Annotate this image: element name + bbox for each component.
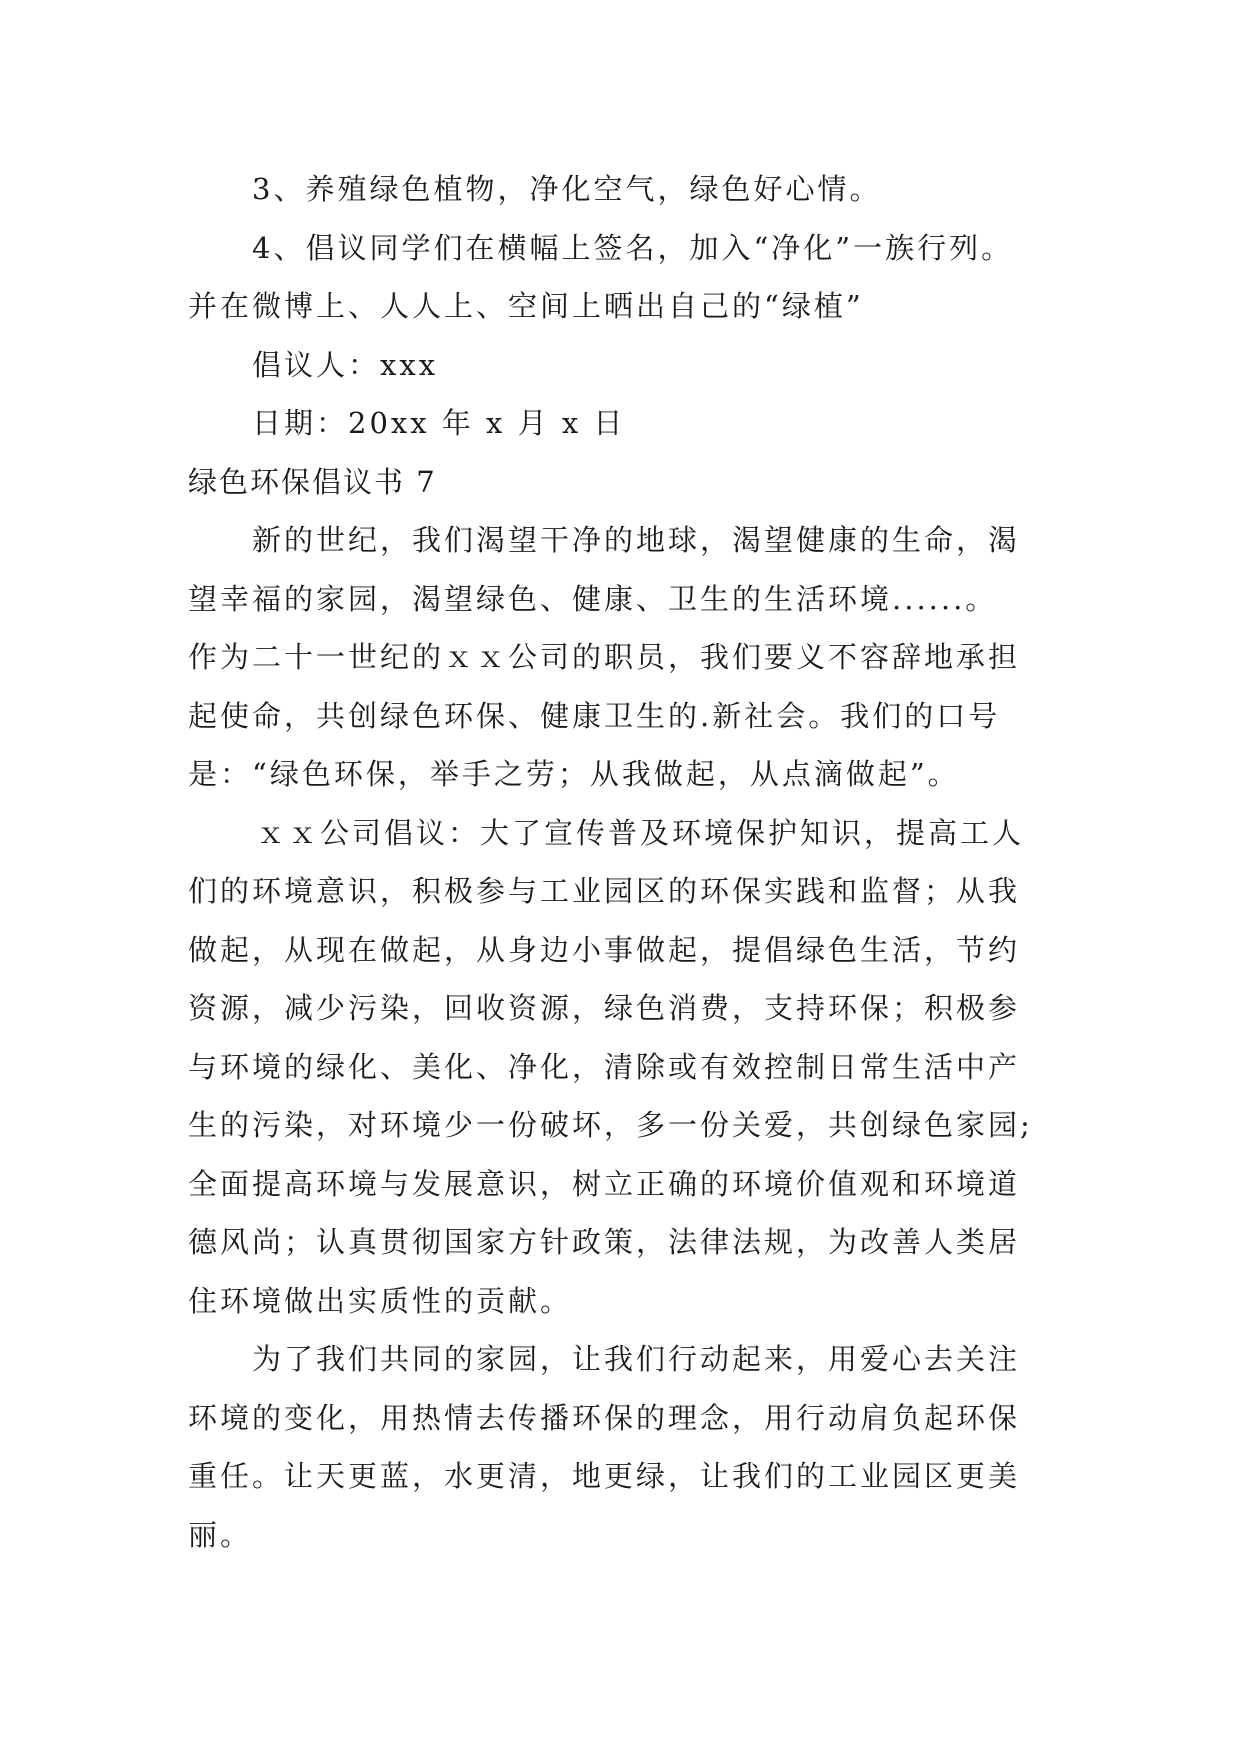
list-item-3: 3、养殖绿色植物，净化空气，绿色好心情。 (252, 172, 882, 206)
date-line: 日期：20xx 年 x 月 x 日 (252, 406, 626, 440)
paragraph-1-line-5: 是：“绿色环保，举手之劳；从我做起，从点滴做起”。 (188, 757, 960, 791)
paragraph-2-line-4: 资源，减少污染，回收资源，绿色消费，支持环保；积极参 (188, 991, 1021, 1025)
list-item-4-continuation: 并在微博上、人人上、空间上晒出自己的“绿植” (188, 289, 864, 323)
paragraph-2-line-9: 住环境做出实质性的贡献。 (188, 1283, 573, 1318)
paragraph-2-line-7: 全面提高环境与发展意识，树立正确的环境价值观和环境道 (188, 1166, 1021, 1201)
paragraph-2-line-5: 与环境的绿化、美化、净化，清除或有效控制日常生活中产 (188, 1049, 1021, 1084)
proposer-line: 倡议人：xxx (252, 347, 439, 382)
paragraph-3-line-1: 为了我们共同的家园，让我们行动起来，用爱心去关注 (252, 1342, 1021, 1376)
paragraph-1-line-4: 起使命，共创绿色环保、健康卫生的.新社会。我们的口号 (188, 698, 1001, 733)
list-item-4: 4、倡议同学们在横幅上签名，加入“净化”一族行列。 (252, 230, 1014, 265)
document-body (188, 160, 1068, 1564)
paragraph-2-line-3: 做起，从现在做起，从身边小事做起，提倡绿色生活，节约 (188, 932, 1021, 967)
paragraph-3-line-3: 重任。让天更蓝，水更清，地更绿，让我们的工业园区更美 (188, 1459, 1021, 1493)
paragraph-3-line-4: 丽。 (188, 1517, 253, 1552)
paragraph-2-line-2: 们的环境意识，积极参与工业园区的环保实践和监督；从我 (188, 874, 1021, 908)
paragraph-1-line-2: 望幸福的家园，渴望绿色、健康、卫生的生活环境......。 (188, 581, 998, 616)
paragraph-1-line-1: 新的世纪，我们渴望干净的地球，渴望健康的生命，渴 (252, 523, 1021, 557)
paragraph-2-line-6: 生的污染，对环境少一份破坏，多一份关爱，共创绿色家园; (188, 1108, 1033, 1142)
section-heading: 绿色环保倡议书 7 (188, 464, 437, 499)
paragraph-1-line-3: 作为二十一世纪的ｘｘ公司的职员，我们要义不容辞地承担 (188, 640, 1021, 674)
paragraph-2-line-8: 德风尚；认真贯彻国家方针政策，法律法规，为改善人类居 (188, 1225, 1021, 1259)
paragraph-2-line-1: ｘｘ公司倡议：大了宣传普及环境保护知识，提高工人 (256, 815, 1025, 850)
paragraph-3-line-2: 环境的变化，用热情去传播环保的理念，用行动肩负起环保 (188, 1400, 1021, 1435)
